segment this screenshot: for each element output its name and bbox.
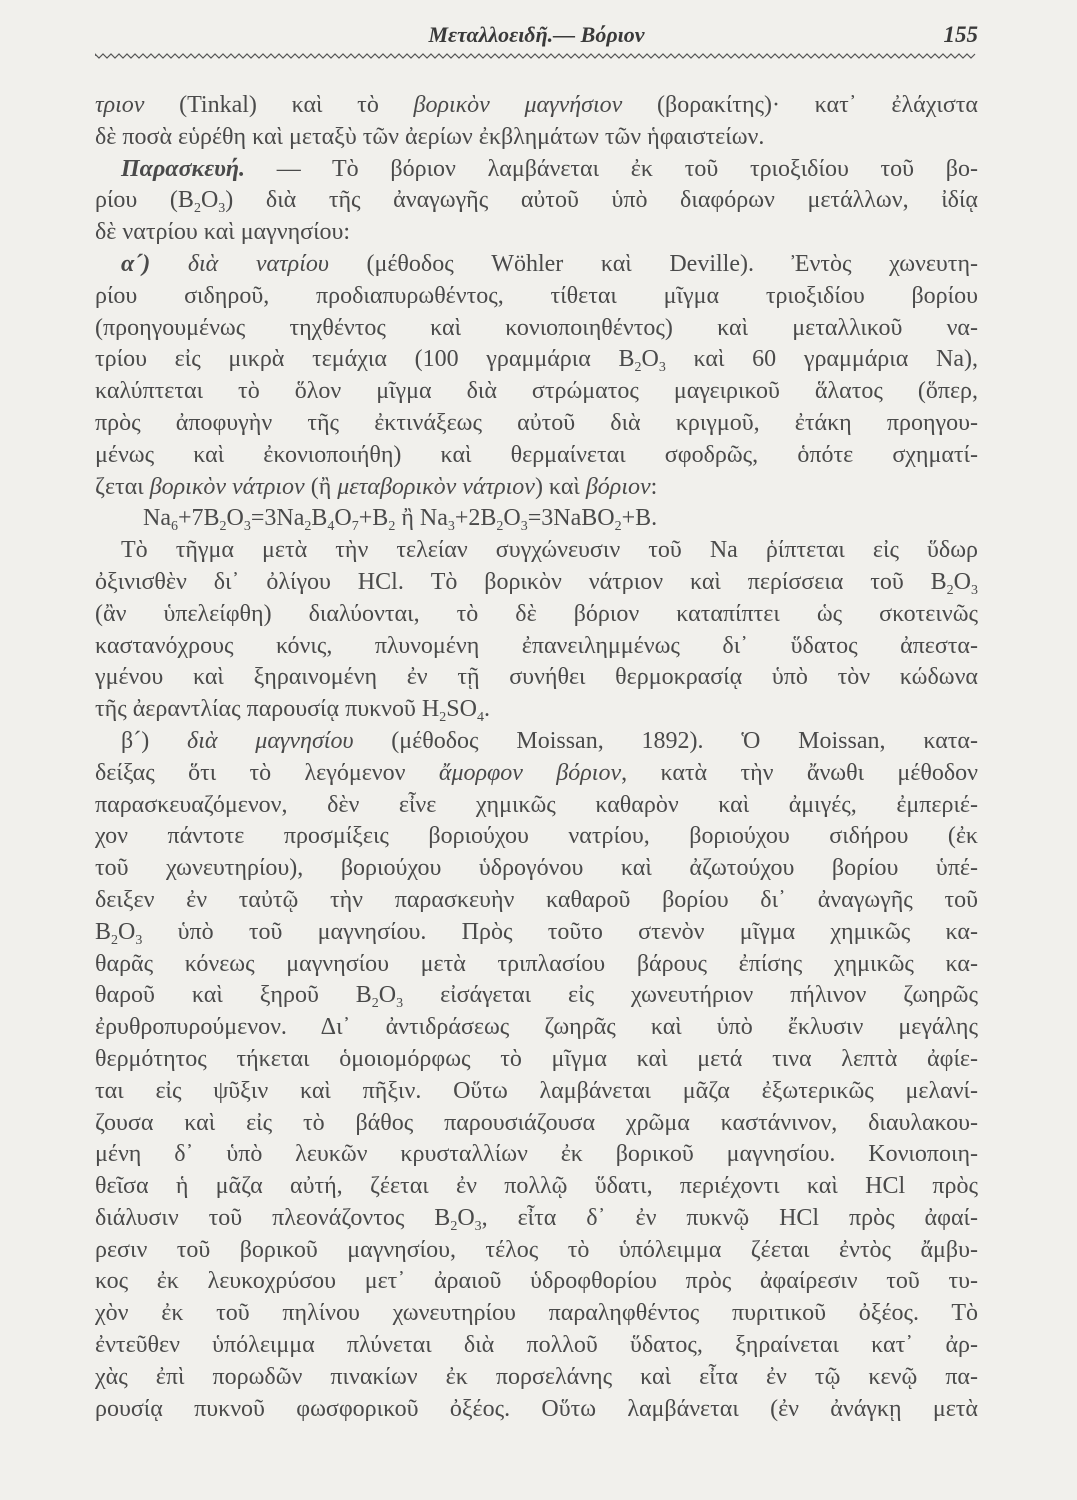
text-run: — Τὸ βόριον λαμβάνεται ἐκ τοῦ τριοξιδίου τοῦ βο- (245, 155, 978, 182)
text-run: χον πάντοτε προσμίξεις βοριούχου νατρίου, βοριούχου σιδήρου (ἐκ (95, 823, 978, 850)
subscript: 3 (447, 519, 455, 535)
text-run: O (226, 505, 244, 532)
text-run (149, 728, 187, 754)
text-run: (μέθοδος Moissan, 1892). Ὁ Moissan, κατα- (353, 727, 978, 754)
subscript: 4 (476, 710, 484, 726)
subscript: 2 (193, 201, 201, 217)
text-run: B (311, 505, 328, 532)
text-line (95, 567, 978, 599)
text-line (95, 440, 978, 472)
text-run: O (118, 918, 136, 945)
text-line (95, 631, 978, 663)
italic-text: βόριον (585, 473, 651, 500)
text-line (95, 885, 978, 917)
text-line (95, 344, 978, 376)
page-number: 155 (943, 22, 978, 47)
text-run: ρεσιν τοῦ βορικοῦ μαγνησίου, τέλος τὸ ὑπόλειμμα ζέεται ἐντὸς ἄμβυ- (95, 1236, 978, 1263)
subscript: 3 (218, 201, 226, 217)
text-run: πρὸς ἀποφυγὴν τῆς ἐκτινάξεως αὐτοῦ διὰ κριγμοῦ, ἐτάκη προηγου- (95, 409, 978, 436)
text-run: O (953, 568, 971, 595)
text-run: +7B (177, 505, 220, 532)
italic-text: διὰ μαγνησίου (187, 727, 354, 754)
subscript: 2 (496, 519, 504, 535)
paragraph (95, 249, 978, 503)
text-run: ρουσίᾳ πυκνοῦ φωσφορικοῦ ὀξέος. Οὕτω λαμβάνεται (ἐν ἀνάγκῃ μετὰ (95, 1395, 978, 1422)
italic-text: βορικὸν νάτριον (149, 473, 305, 500)
text-run: ) καὶ (534, 473, 586, 500)
text-run: =3Na (250, 505, 305, 532)
text-line (95, 790, 978, 822)
text-run: O (641, 346, 659, 373)
text-line (95, 376, 978, 408)
text-line (95, 726, 978, 758)
text-line (95, 1044, 978, 1076)
text-line (95, 662, 978, 694)
text-run: καστανόχρους κόνις, πλυνομένη ἐπανειλημμένως δι᾽ ὕδατος ἀπεστα- (95, 632, 978, 659)
text-run: (προηγουμένως τηχθέντος καὶ κονιοποιηθέντος) καὶ μεταλλικοῦ να- (95, 314, 978, 341)
subscript: 2 (634, 360, 642, 376)
text-run: . (483, 696, 490, 723)
text-run: ρίου σιδηροῦ, προδιαπυρωθέντος, τίθεται μῖγμα τριοξιδίου βορίου (95, 282, 978, 309)
text-line (95, 90, 978, 122)
text-run (150, 251, 188, 277)
text-line (95, 821, 978, 853)
paragraph (95, 154, 978, 249)
subscript: 2 (614, 519, 622, 535)
text-run: SO (446, 696, 477, 723)
text-line (95, 1203, 978, 1235)
paragraph (95, 90, 978, 154)
text-line (95, 949, 978, 981)
bold-italic-heading: Παρασκευή. (121, 155, 246, 182)
subscript: 3 (658, 360, 666, 376)
text-line (95, 1108, 978, 1140)
text-run: κος ἐκ λευκοχρύσου μετ᾽ ἀραιοῦ ὑδροφθορίου πρὸς ἀφαίρεσιν τοῦ τυ- (95, 1268, 978, 1295)
text-run: καὶ 60 γραμμάρια Na), (665, 346, 978, 373)
italic-text: μεταβορικὸν νάτριον (337, 473, 535, 500)
text-run: Na (143, 505, 171, 532)
chemical-equation (95, 503, 978, 535)
text-line (95, 535, 978, 567)
text-run: (ἂν ὑπελείφθη) διαλύονται, τὸ δὲ βόριον καταπίπτει ὡς σκοτεινῶς (95, 600, 978, 627)
text-run: διάλυσιν τοῦ πλεονάζοντος B (95, 1204, 451, 1231)
subscript: 3 (243, 519, 251, 535)
text-line (95, 249, 978, 281)
text-run: τῆς ἀεραντλίας παρουσίᾳ πυκνοῦ H (95, 696, 440, 723)
text-run: =3NaBO (527, 505, 615, 532)
subscript: 6 (170, 519, 178, 535)
text-run: χὸν ἐκ τοῦ πηλίνου χωνευτηρίου παραληφθέντος πυριτικοῦ ὀξέος. Τὸ (95, 1300, 978, 1327)
text-line (95, 1012, 978, 1044)
text-run: τοῦ χωνευτηρίου), βοριούχου ὑδρογόνου καὶ ἀζωτούχου βορίου ὑπέ- (95, 855, 978, 882)
text-run: ζεται (95, 473, 150, 500)
page-body-text (95, 90, 978, 1425)
text-run: : (650, 473, 658, 500)
italic-text: βορικὸν μαγνήσιον (413, 92, 623, 118)
text-line (95, 472, 978, 504)
wavy-rule-divider (95, 50, 978, 62)
bold-italic-heading: α´) (121, 250, 151, 277)
subscript: 2 (304, 519, 312, 535)
text-run: ἢ Na (395, 505, 448, 532)
subscript: 7 (351, 519, 359, 535)
subscript: 3 (971, 582, 978, 598)
text-run: θαροῦ καὶ ξηροῦ B (95, 982, 372, 1009)
text-line (95, 217, 978, 249)
text-run: θεῖσα ἡ μᾶζα αὐτή, ζέεται ἐν πολλῷ ὕδατι, περιέχοντι καὶ HCl πρὸς (95, 1173, 978, 1200)
text-run: δὲ ποσὰ εὑρέθη καὶ μεταξὺ τῶν ἀερίων ἐκβλημάτων τῶν ἡφαιστείων. (95, 123, 765, 150)
text-run: δειξεν ἐν ταὐτῷ τὴν παρασκευὴν καθαροῦ βορίου δι᾽ ἀναγωγῆς τοῦ (95, 886, 978, 913)
italic-text: τριον (95, 92, 145, 118)
text-run: +B (358, 505, 389, 532)
text-run: μένη δ᾽ ὑπὸ λευκῶν κρυσταλλίων ἐκ βορικοῦ μαγνησίου. Κονιοποιη- (95, 1141, 978, 1168)
text-run: γμένου καὶ ξηραινομένη ἐν τῇ συνήθει θερμοκρασίᾳ ὑπὸ τὸν κώδωνα (95, 664, 978, 691)
subscript: 3 (520, 519, 528, 535)
text-run: ἐντεῦθεν ὑπόλειμμα πλύνεται διὰ πολλοῦ ὕδατος, ξηραίνεται κατ᾽ ἀρ- (95, 1332, 978, 1359)
text-line (95, 1235, 978, 1267)
text-run: ται εἰς ψῦξιν καὶ πῆξιν. Οὕτω λαμβάνεται μᾶζα ἐξωτερικῶς μελανί- (95, 1077, 978, 1104)
text-run: Τὸ τῆγμα μετὰ τὴν τελείαν συγχώνευσιν τοῦ Na ῥίπτεται εἰς ὕδωρ (121, 537, 978, 564)
text-line (95, 281, 978, 313)
text-run: B (95, 918, 112, 945)
text-line (95, 1076, 978, 1108)
text-run: O (334, 505, 352, 532)
text-line (95, 1266, 978, 1298)
text-run: (Tinkal) καὶ τὸ (144, 92, 414, 118)
text-run: O (503, 505, 521, 532)
text-line (95, 503, 978, 535)
text-run: (ἢ (304, 473, 338, 500)
text-line (95, 185, 978, 217)
text-line (95, 408, 978, 440)
italic-text: διὰ νατρίου (187, 250, 329, 277)
text-run: (μέθοδος Wöhler καὶ Deville). Ἐντὸς χωνευτη- (328, 250, 978, 277)
text-run: μένως καὶ ἐκονιοποιήθη) καὶ θερμαίνεται σφοδρῶς, ὁπότε σχηματί- (95, 441, 978, 468)
subscript: 2 (946, 582, 954, 598)
text-line (95, 1171, 978, 1203)
subscript: 2 (450, 1218, 458, 1234)
text-run: O (378, 982, 397, 1009)
text-run: +2B (454, 505, 497, 532)
text-line (95, 1330, 978, 1362)
text-line (95, 154, 978, 186)
subscript: 2 (371, 996, 379, 1012)
paragraph (95, 726, 978, 1426)
subscript: 3 (135, 932, 143, 948)
text-run: θαρᾶς κόνεως μαγνησίου μετὰ τριπλασίου βάρους ἐπίσης χημικῶς κα- (95, 950, 978, 977)
text-run: O (457, 1204, 475, 1231)
text-run: ρίου (B (95, 187, 194, 214)
text-run: χὰς ἐπὶ πορωδῶν πινακίων ἐκ πορσελάνης καὶ εἶτα ἐν τῷ κενῷ πα- (95, 1363, 978, 1390)
text-run: παρασκευαζόμενον, δὲν εἶνε χημικῶς καθαρὸν καὶ ἀμιγές, ἐμπεριέ- (95, 791, 978, 818)
text-run: +B. (621, 505, 658, 532)
text-line (95, 853, 978, 885)
text-line (95, 758, 978, 790)
text-run: O (200, 187, 219, 214)
text-line (95, 1394, 978, 1426)
subscript: 3 (396, 996, 404, 1012)
text-run: β´) (121, 727, 150, 754)
text-line (95, 1139, 978, 1171)
subscript: 2 (219, 519, 227, 535)
subscript: 2 (388, 519, 396, 535)
text-run: καλύπτεται τὸ ὅλον μῖγμα διὰ στρώματος μαγειρικοῦ ἅλατος (ὅπερ, (95, 378, 978, 405)
subscript: 4 (327, 519, 335, 535)
text-line (95, 980, 978, 1012)
subscript: 3 (474, 1218, 482, 1234)
text-line (95, 599, 978, 631)
text-run: ἐρυθροπυρούμενον. Δι᾽ ἀντιδράσεως ζωηρᾶς καὶ ὑπὸ ἔκλυσιν μεγάλης (95, 1014, 978, 1041)
text-line (95, 313, 978, 345)
text-line (95, 122, 978, 154)
italic-text: ἄμορφον βόριον (438, 759, 622, 786)
text-run: , εἶτα δ᾽ ἐν πυκνῷ HCl πρὸς ἀφαί- (481, 1204, 979, 1231)
text-run: ζουσα καὶ εἰς τὸ βάθος παρουσιάζουσα χρῶμα καστάνινον, διαυλακου- (95, 1109, 978, 1136)
subscript: 2 (111, 932, 119, 948)
text-line (95, 1298, 978, 1330)
text-run: δὲ νατρίου καὶ μαγνησίου: (95, 219, 351, 246)
text-line (95, 1362, 978, 1394)
paragraph (95, 535, 978, 726)
text-line (95, 917, 978, 949)
running-title: Μεταλλοειδῆ.— Βόριον (428, 22, 645, 47)
text-run: θερμότητος τήκεται ὁμοιομόρφως τὸ μῖγμα καὶ μετά τινα λεπτὰ ἀφίε- (95, 1045, 978, 1072)
text-run: ὀξινισθὲν δι᾽ ὀλίγου HCl. Τὸ βορικὸν νάτριον καὶ περίσσεια τοῦ B (95, 568, 947, 595)
subscript: 2 (439, 710, 447, 726)
text-run: ὑπὸ τοῦ μαγνησίου. Πρὸς τοῦτο στενὸν μῖγμα χημικῶς κα- (142, 918, 978, 945)
text-run: , κατὰ τὴν ἄνωθι μέθοδον (621, 759, 979, 786)
text-run: δείξας ὅτι τὸ λεγόμενον (95, 759, 439, 786)
text-line (95, 694, 978, 726)
text-run: ) διὰ τῆς ἀναγωγῆς αὐτοῦ ὑπὸ διαφόρων μετάλλων, ἰδίᾳ (225, 187, 978, 214)
text-run: εἰσάγεται εἰς χωνευτήριον πήλινον ζωηρῶς (403, 982, 978, 1009)
text-run: τρίου εἰς μικρὰ τεμάχια (100 γραμμάρια B (95, 346, 635, 373)
text-run: (βορακίτης)· κατ᾽ ἐλάχιστα (622, 92, 978, 118)
